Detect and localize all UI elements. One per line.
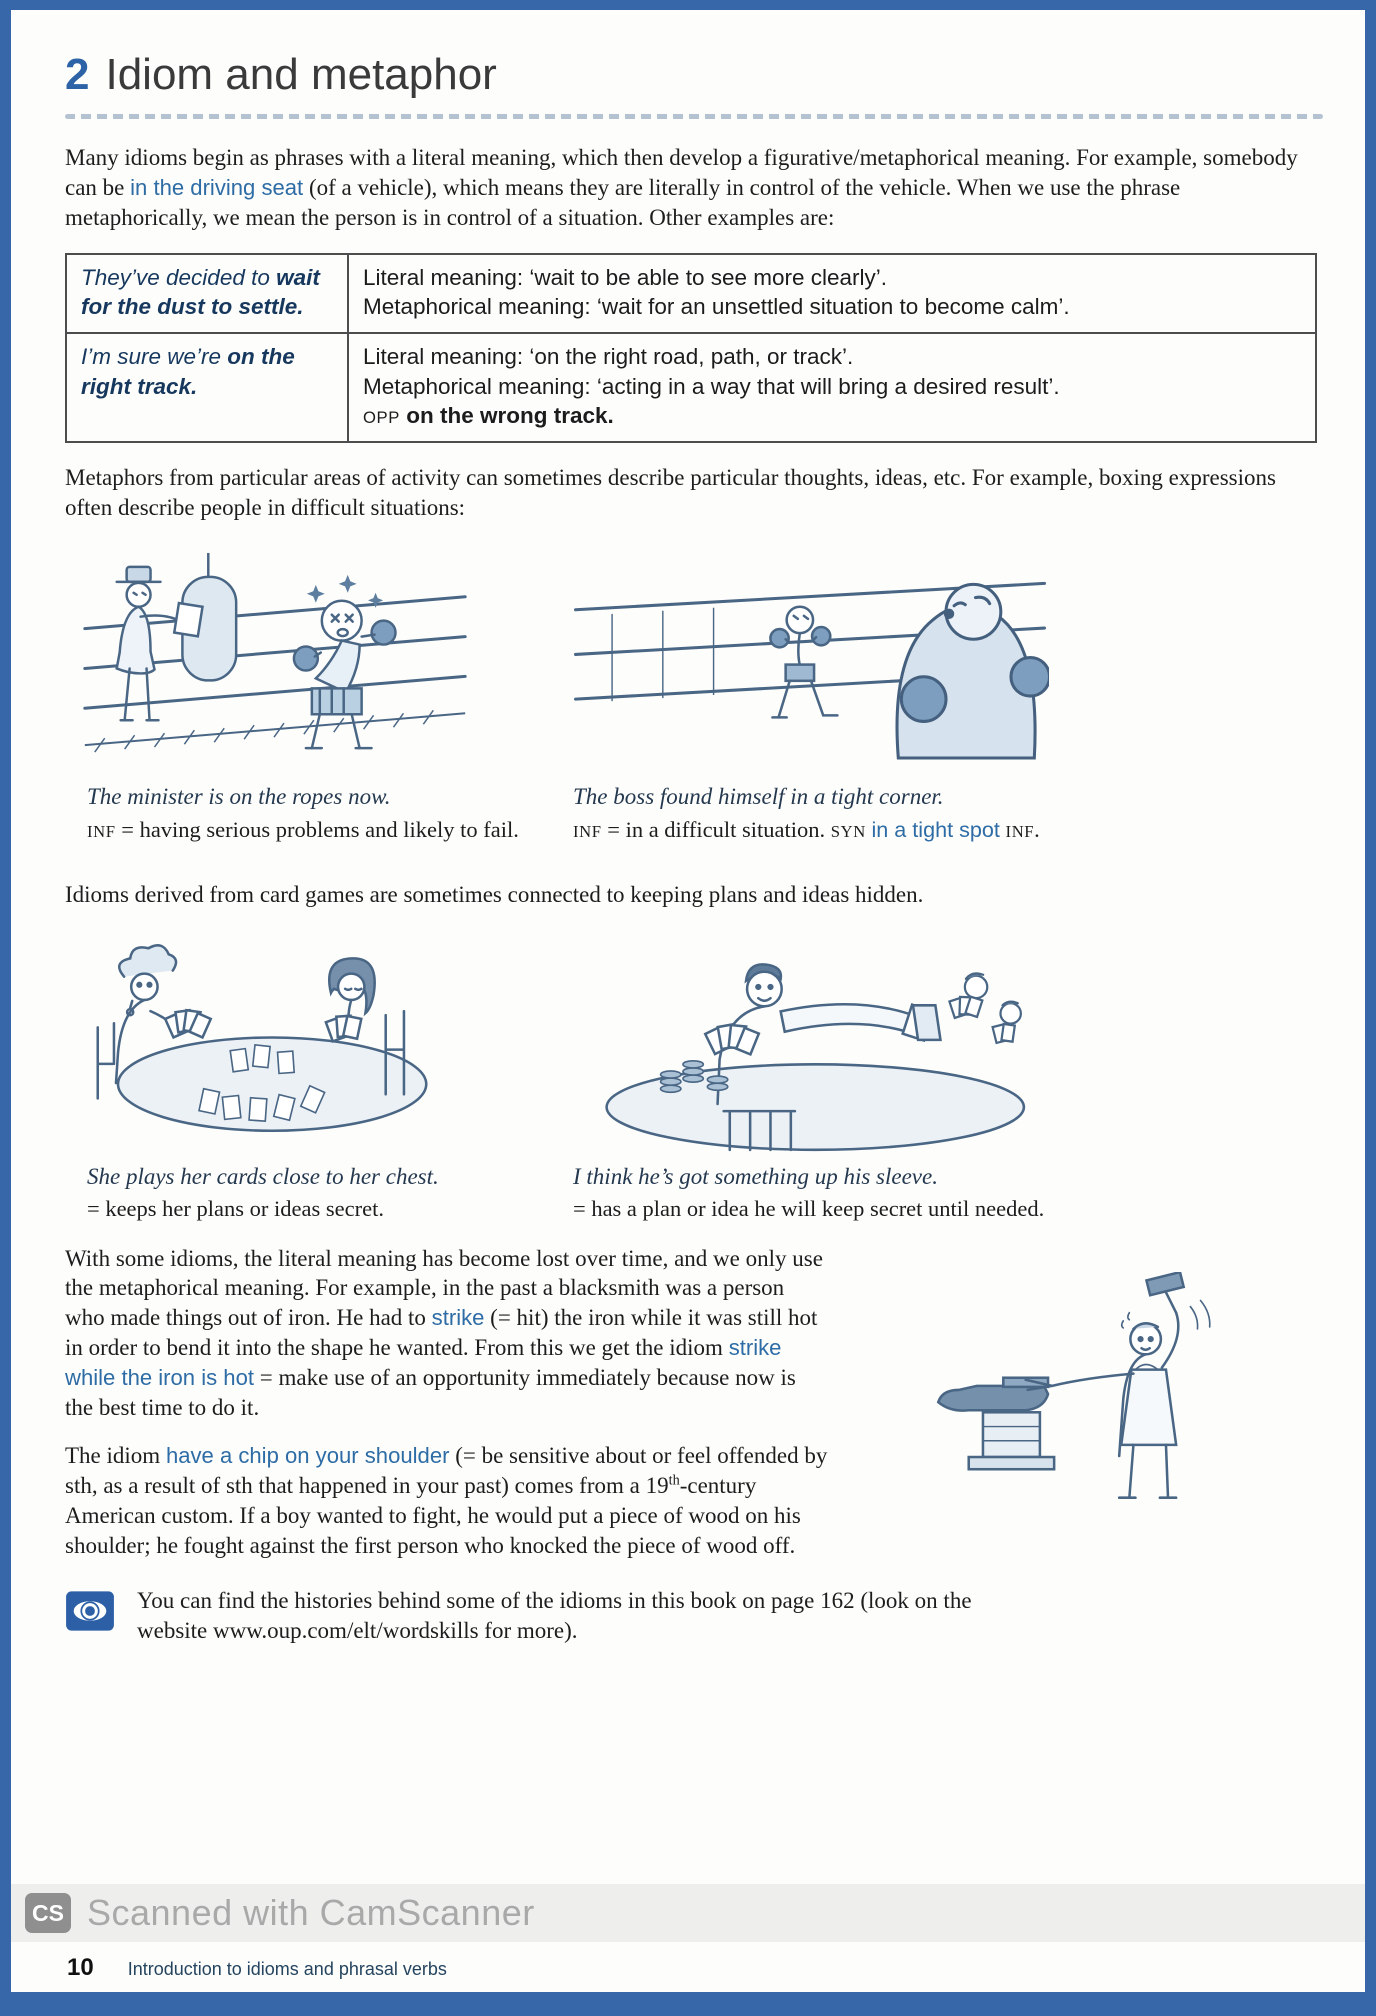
unit-title: Idiom and metaphor (105, 50, 497, 99)
footer-section-title: Introduction to idioms and phrasal verbs (127, 1959, 447, 1979)
cards-figure-left (65, 930, 557, 1148)
blacksmith-illustration (924, 1272, 1229, 1516)
whitespace-spacer (65, 1646, 1323, 1884)
example-sentence: She plays her cards close to her chest. (87, 1163, 439, 1189)
cards-captions-row (65, 1163, 1323, 1224)
page-content (11, 10, 1365, 1992)
definition-line: INF = having serious problems and likely to fail. (87, 816, 519, 842)
literal-meaning-line: Literal meaning: ‘on the right road, path, or track’. (363, 344, 854, 370)
page-footer (65, 1954, 1323, 1992)
lost-meaning-section (65, 1244, 1323, 1579)
chip-on-shoulder-paragraph: The idiom have a chip on your shoulder (= be sensitive about or feel offended by sth, as a result of sth that happened in your past) comes from a 19th-century American custom. If a boy wanted to fight, he would put a piece of wood on his shoulder; he fought against the first person who knocked the piece of wood off. (65, 1442, 828, 1558)
cards-caption-left (65, 1163, 557, 1224)
boxer-on-the-ropes-illustration (79, 543, 471, 775)
cards-intro-paragraph: Idioms derived from card games are sometimes connected to keeping plans and ideas hidden. (65, 881, 924, 907)
boxing-intro-paragraph: Metaphors from particular areas of activity can sometimes describe particular thoughts, ideas, etc. For example, boxing expressions often describe people in difficult situations: (65, 465, 1276, 520)
literal-meaning-line: Literal meaning: ‘wait to be able to see more clearly’. (363, 264, 888, 290)
idiom-example-cell: They’ve decided to wait for the dust to settle. (66, 254, 348, 333)
blacksmith-paragraph: With some idioms, the literal meaning has become lost over time, and we only use the metaphorical meaning. For example, in the past a blacksmith was a person who made things out of iron. He had to strike (= hit) the iron while it was still hot in order to bend it into the shape he wanted. From this we get the idiom strike while the iron is hot = make use of an opportunity immediately because now is the best time to do it. (65, 1245, 823, 1420)
cards-caption-right (557, 1163, 1323, 1224)
boxer-in-tight-corner-illustration (571, 557, 1049, 760)
boxing-figures-row (65, 543, 1323, 775)
something-up-his-sleeve-illustration (571, 936, 1029, 1155)
cards-figures-row (65, 930, 1323, 1155)
page-title (65, 50, 1323, 100)
boxing-figure-right (557, 543, 1323, 760)
eye-icon (65, 1586, 117, 1632)
example-sentence: The boss found himself in a tight corner. (573, 783, 944, 809)
unit-number: 2 (65, 50, 90, 99)
cards-close-to-chest-illustration (79, 930, 445, 1148)
lost-meaning-text (65, 1244, 829, 1579)
look-note-row (65, 1586, 1323, 1646)
table-row (66, 333, 1316, 442)
opposite-line: OPP on the wrong track. (363, 403, 614, 429)
cards-figure-right (557, 930, 1323, 1155)
histories-note: You can find the histories behind some of the idioms in this book on page 162 (look on the website www.oup.com/elt/wordskills for more). (137, 1588, 972, 1644)
boxing-caption-right (557, 783, 1323, 844)
boxing-figure-left (65, 543, 557, 775)
intro-paragraph: Many idioms begin as phrases with a literal meaning, which then develop a figurative/metaphorical meaning. For example, somebody can be in the driving seat (of a vehicle), which means they are literally in control of the vehicle. When we use the phrase metaphorically, we mean the person is in control of a situation. Other examples are: (65, 145, 1298, 230)
table-row (66, 254, 1316, 333)
metaphorical-meaning-line: Metaphorical meaning: ‘acting in a way that will bring a desired result’. (363, 373, 1060, 399)
metaphorical-meaning-line: Metaphorical meaning: ‘wait for an unsettled situation to become calm’. (363, 294, 1070, 320)
definition-line: = keeps her plans or ideas secret. (87, 1196, 384, 1222)
boxing-caption-left (65, 783, 557, 844)
example-sentence: The minister is on the ropes now. (87, 783, 391, 809)
camscanner-logo: CS (25, 1893, 71, 1933)
meaning-cell (348, 333, 1316, 442)
blacksmith-figure (829, 1244, 1323, 1579)
meaning-cell (348, 254, 1316, 333)
definition-line: INF = in a difficult situation. SYN in a tight spot INF. (573, 816, 1040, 842)
camscanner-text: Scanned with CamScanner (87, 1892, 535, 1933)
idiom-examples-table (65, 253, 1317, 443)
example-sentence: I think he’s got something up his sleeve. (573, 1163, 938, 1189)
definition-line: = has a plan or idea he will keep secret until needed. (573, 1196, 1045, 1222)
idiom-example-cell: I’m sure we’re on the right track. (66, 333, 348, 442)
title-divider (65, 114, 1323, 119)
camscanner-watermark (11, 1884, 1365, 1942)
boxing-captions-row (65, 783, 1323, 844)
page-number: 10 (67, 1954, 94, 1981)
